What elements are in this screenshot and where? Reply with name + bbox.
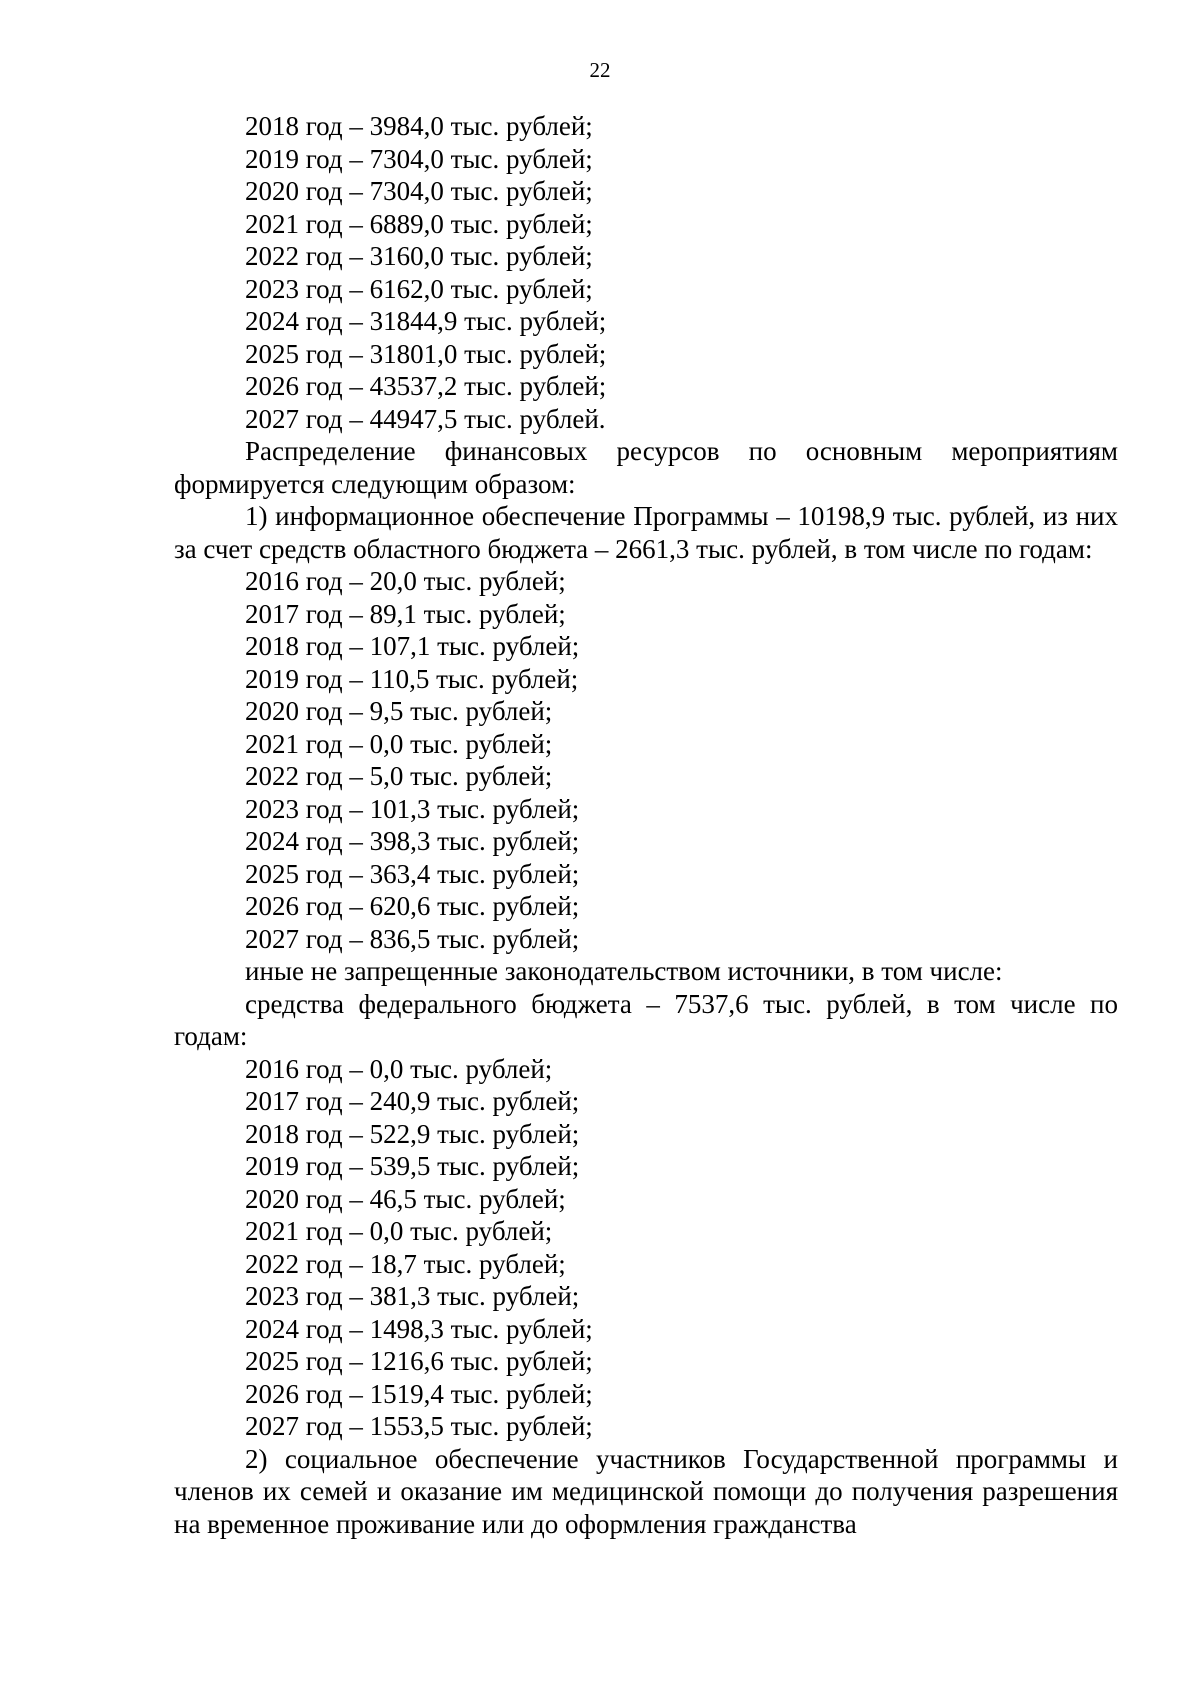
year-line: 2018 год – 107,1 тыс. рублей;: [245, 631, 580, 661]
year-line: 2026 год – 620,6 тыс. рублей;: [245, 891, 580, 921]
year-line: 2022 год – 5,0 тыс. рублей;: [245, 761, 553, 791]
year-line: 2027 год – 1553,5 тыс. рублей;: [245, 1411, 593, 1441]
year-line: 2025 год – 1216,6 тыс. рублей;: [245, 1346, 593, 1376]
year-line: 2022 год – 3160,0 тыс. рублей;: [245, 241, 593, 271]
year-line: 2026 год – 1519,4 тыс. рублей;: [245, 1378, 593, 1409]
year-line: 2023 год – 101,3 тыс. рублей;: [245, 793, 580, 824]
year-line: 2021 год – 6889,0 тыс. рублей;: [245, 208, 593, 239]
year-line: 2019 год – 539,5 тыс. рублей;: [245, 1151, 580, 1181]
year-line: 2024 год – 398,3 тыс. рублей;: [245, 826, 580, 856]
year-line: 2023 год – 381,3 тыс. рублей;: [245, 1281, 580, 1311]
year-line: 2027 год – 836,5 тыс. рублей;: [245, 923, 580, 954]
paragraph-item-2: 2) социальное обеспечение участников Государственной программы и членов их семей и оказание им медицинской помощи до получения разрешения на временное проживание или до оформления гражданства: [174, 1443, 1118, 1539]
year-line: 2025 год – 363,4 тыс. рублей;: [245, 858, 580, 889]
year-line: 2024 год – 1498,3 тыс. рублей;: [245, 1313, 593, 1344]
top-year-list: [174, 110, 1118, 435]
year-line: 2019 год – 7304,0 тыс. рублей;: [245, 143, 593, 174]
year-line: 2017 год – 240,9 тыс. рублей;: [245, 1086, 580, 1116]
document-body: [174, 110, 1118, 1540]
year-line: 2026 год – 43537,2 тыс. рублей;: [245, 371, 607, 401]
paragraph-item-1: 1) информационное обеспечение Программы – 10198,9 тыс. рублей, из них за счет средств областного бюджета – 2661,3 тыс. рублей, в том числе по годам:: [174, 501, 1118, 564]
paragraph-federal: средства федерального бюджета – 7537,6 тыс. рублей, в том числе по годам:: [174, 988, 1118, 1051]
year-line: 2024 год – 31844,9 тыс. рублей;: [245, 306, 607, 336]
year-line: 2017 год – 89,1 тыс. рублей;: [245, 598, 566, 629]
year-line: 2018 год – 3984,0 тыс. рублей;: [245, 111, 593, 141]
year-line: 2025 год – 31801,0 тыс. рублей;: [245, 338, 607, 369]
year-line: 2021 год – 0,0 тыс. рублей;: [245, 1216, 553, 1246]
year-line: 2022 год – 18,7 тыс. рублей;: [245, 1248, 566, 1279]
page-number: 22: [589, 58, 611, 82]
year-line: 2018 год – 522,9 тыс. рублей;: [245, 1118, 580, 1149]
year-line: 2020 год – 9,5 тыс. рублей;: [245, 696, 553, 726]
year-line: 2020 год – 46,5 тыс. рублей;: [245, 1183, 566, 1214]
federal-year-list: [174, 1053, 1118, 1443]
year-line: 2019 год – 110,5 тыс. рублей;: [245, 663, 579, 694]
paragraph-distribution: Распределение финансовых ресурсов по основным мероприятиям формируется следующим образом:: [174, 436, 1118, 499]
year-line: 2023 год – 6162,0 тыс. рублей;: [245, 273, 593, 304]
year-line: 2021 год – 0,0 тыс. рублей;: [245, 728, 553, 759]
year-line: 2027 год – 44947,5 тыс. рублей.: [245, 403, 606, 434]
paragraph-other-sources: иные не запрещенные законодательством источники, в том числе:: [245, 956, 1003, 986]
year-line: 2016 год – 0,0 тыс. рублей;: [245, 1053, 553, 1084]
year-line: 2016 год – 20,0 тыс. рублей;: [245, 566, 566, 596]
regional-year-list: [174, 565, 1118, 955]
year-line: 2020 год – 7304,0 тыс. рублей;: [245, 176, 593, 206]
